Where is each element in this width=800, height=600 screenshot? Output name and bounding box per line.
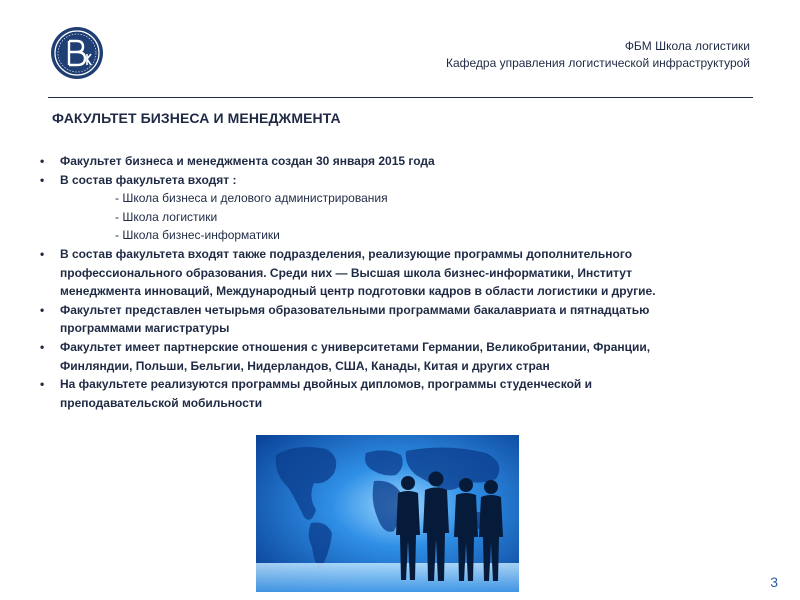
bullet-text: программами магистратуры — [60, 321, 230, 336]
header-divider — [48, 97, 753, 98]
bullet-text: Факультет представлен четырьмя образовательными программами бакалавриата и пятнадцатью — [60, 302, 650, 317]
sub-item: - Школа бизнеса и делового администрирования — [115, 191, 388, 206]
bullet-item — [40, 301, 740, 338]
bullet-text: профессионального образования. Среди них — Высшая школа бизнес-информатики, Институт — [60, 265, 633, 280]
bullet-item — [40, 171, 740, 245]
bullet-item — [40, 152, 740, 171]
header-line-school: ФБМ Школа логистики — [624, 39, 750, 53]
sub-item: - Школа логистики — [115, 209, 218, 224]
bullet-dot: • — [40, 302, 45, 317]
bullet-text: На факультете реализуются программы двойных дипломов, программы студенческой и — [60, 377, 592, 392]
bullet-text: В состав факультета входят : — [60, 172, 237, 187]
bullet-text: Факультет бизнеса и менеджмента создан 30 января 2015 года — [60, 154, 435, 168]
bullet-text: В состав факультета входят также подразделения, реализующие программы дополнительного — [60, 246, 633, 261]
bullet-dot: • — [40, 339, 45, 354]
bullet-dot: • — [40, 172, 45, 187]
bullet-dot: • — [40, 377, 45, 392]
bullet-item — [40, 338, 740, 375]
bullet-list — [40, 152, 740, 412]
bullet-dot: • — [40, 154, 45, 168]
bullet-item — [40, 245, 740, 301]
bullet-text: Факультет имеет партнерские отношения с университетами Германии, Великобритании, Франции, — [60, 339, 651, 354]
bullet-text: Финляндии, Польши, Бельгии, Нидерландов, США, Канады, Китая и других стран — [60, 358, 550, 373]
hse-logo-icon — [50, 26, 104, 80]
bullet-text: менеджмента инноваций, Международный центр подготовки кадров в области логистики и другие. — [60, 284, 656, 299]
sub-item: - Школа бизнес-информатики — [115, 228, 280, 243]
business-people-world-map-image — [256, 435, 519, 592]
slide-title: ФАКУЛЬТЕТ БИЗНЕСА И МЕНЕДЖМЕНТА — [52, 110, 341, 126]
page-number: 3 — [770, 574, 778, 590]
bullet-dot: • — [40, 246, 45, 261]
header-institution — [446, 38, 750, 72]
bullet-text: преподавательской мобильности — [60, 395, 263, 410]
bullet-item — [40, 375, 740, 412]
header-line-department: Кафедра управления логистической инфраструктурой — [445, 56, 750, 70]
